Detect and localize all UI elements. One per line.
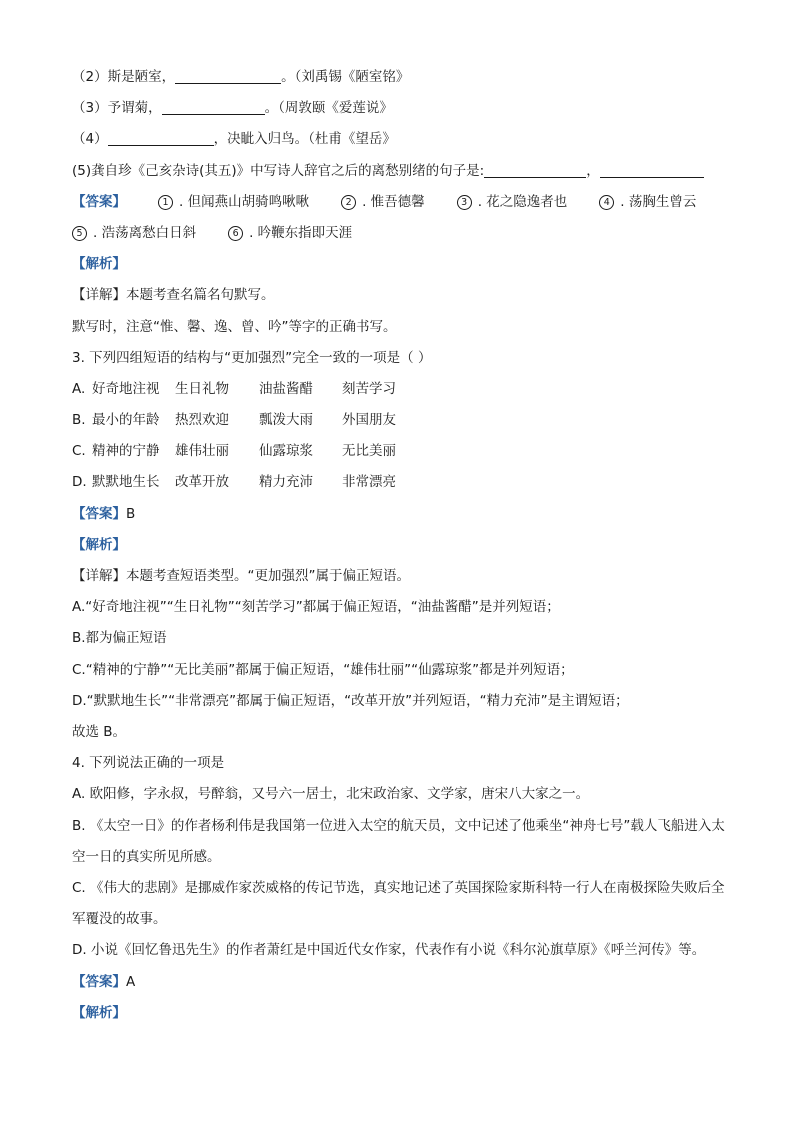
answer-item: 5 . 浩荡离愁白日斜: [72, 218, 196, 249]
q3-analysis-heading: 【解析】: [72, 536, 126, 553]
q4-analysis-heading: 【解析】: [72, 1004, 126, 1021]
q4-option-d: D. 小说《回忆鲁迅先生》的作者萧红是中国近代女作家，代表作有小说《科尔沁旗草原》《呼兰河传》等。: [72, 942, 706, 959]
q4-option-a: A. 欧阳修，字永叔，号醉翁，又号六一居士，北宋政治家、文学家，唐宋八大家之一。: [72, 786, 590, 803]
q3-answer: 【答案】B: [72, 505, 136, 522]
document-page: [72, 62, 732, 1029]
q4-option-c: C. 《伟大的悲剧》是挪威作家茨威格的传记节选，真实地记述了英国探险家斯科特一行人在南极探险失败后全军覆没的故事。: [72, 879, 725, 928]
q3-option-d: D. 默默地生长 改革开放 精力充沛 非常漂亮: [72, 474, 396, 491]
analysis-heading: 【解析】: [72, 256, 126, 273]
answer-blank: [162, 99, 265, 115]
q3-expl-d: D.“默默地生长”“非常漂亮”都属于偏正短语，“改革开放”并列短语，“精力充沛”是主谓短语；: [72, 692, 629, 709]
answer-item: 1 . 但闻燕山胡骑鸣啾啾: [158, 187, 309, 218]
question-3-title: 3. 下列四组短语的结构与“更加强烈”完全一致的一项是（ ）: [72, 349, 432, 366]
q3-conclusion: 故选 B。: [72, 723, 127, 740]
q3-detail: 【详解】本题考查短语类型。“更加强烈”属于偏正短语。: [72, 568, 410, 584]
detail-line: 【详解】本题考查名篇名句默写。: [72, 287, 275, 304]
q3-expl-b: B.都为偏正短语: [72, 630, 167, 647]
answer-blank: [108, 130, 214, 146]
answer-item: 3 . 花之隐逸者也: [457, 187, 568, 218]
fill-in-q3: （3）予谓菊， 。（周敦颐《爱莲说》: [72, 100, 393, 117]
q3-option-c: C. 精神的宁静 雄伟壮丽 仙露琼浆 无比美丽: [72, 443, 396, 460]
note-line: 默写时，注意“惟、馨、逸、曾、吟”等字的正确书写。: [72, 318, 397, 335]
answer-item: 6 . 吟鞭东指即天涯: [228, 218, 352, 249]
q3-option-b: B. 最小的年龄 热烈欢迎 瓢泼大雨 外国朋友: [72, 412, 396, 429]
answer-blank: [175, 68, 281, 84]
q3-expl-c: C.“精神的宁静”“无比美丽”都属于偏正短语，“雄伟壮丽”“仙露琼浆”都是并列短语；: [72, 661, 574, 678]
fill-in-q2: （2）斯是陋室， 。（刘禹锡《陋室铭》: [72, 69, 410, 85]
q4-answer: 【答案】A: [72, 973, 136, 990]
q3-option-a: A. 好奇地注视 生日礼物 油盐酱醋 刻苦学习: [72, 380, 396, 397]
answers-row-1: [72, 187, 732, 218]
answer-item: 2 . 惟吾德馨: [341, 187, 425, 218]
q3-expl-a: A.“好奇地注视”“生日礼物”“刻苦学习”都属于偏正短语，“油盐酱醋”是并列短语；: [72, 599, 560, 616]
answer-item: 4 . 荡胸生曾云: [599, 187, 696, 218]
fill-in-q4: （4） ，决眦入归鸟。（杜甫《望岳》: [72, 131, 396, 148]
fill-in-q5: (5)龚自珍《己亥杂诗(其五)》中写诗人辞官之后的离愁别绪的句子是: ，: [72, 156, 732, 187]
answer-tag: 【答案】: [72, 193, 126, 210]
answer-blank: [484, 162, 586, 178]
q4-option-b: B. 《太空一日》的作者杨利伟是我国第一位进入太空的航天员，文中记述了他乘坐“神舟七号”载人飞船进入太空一日的真实所见所感。: [72, 817, 725, 865]
answers-row-2: [72, 218, 732, 249]
answer-blank: [600, 162, 704, 178]
question-4-title: 4. 下列说法正确的一项是: [72, 755, 225, 772]
